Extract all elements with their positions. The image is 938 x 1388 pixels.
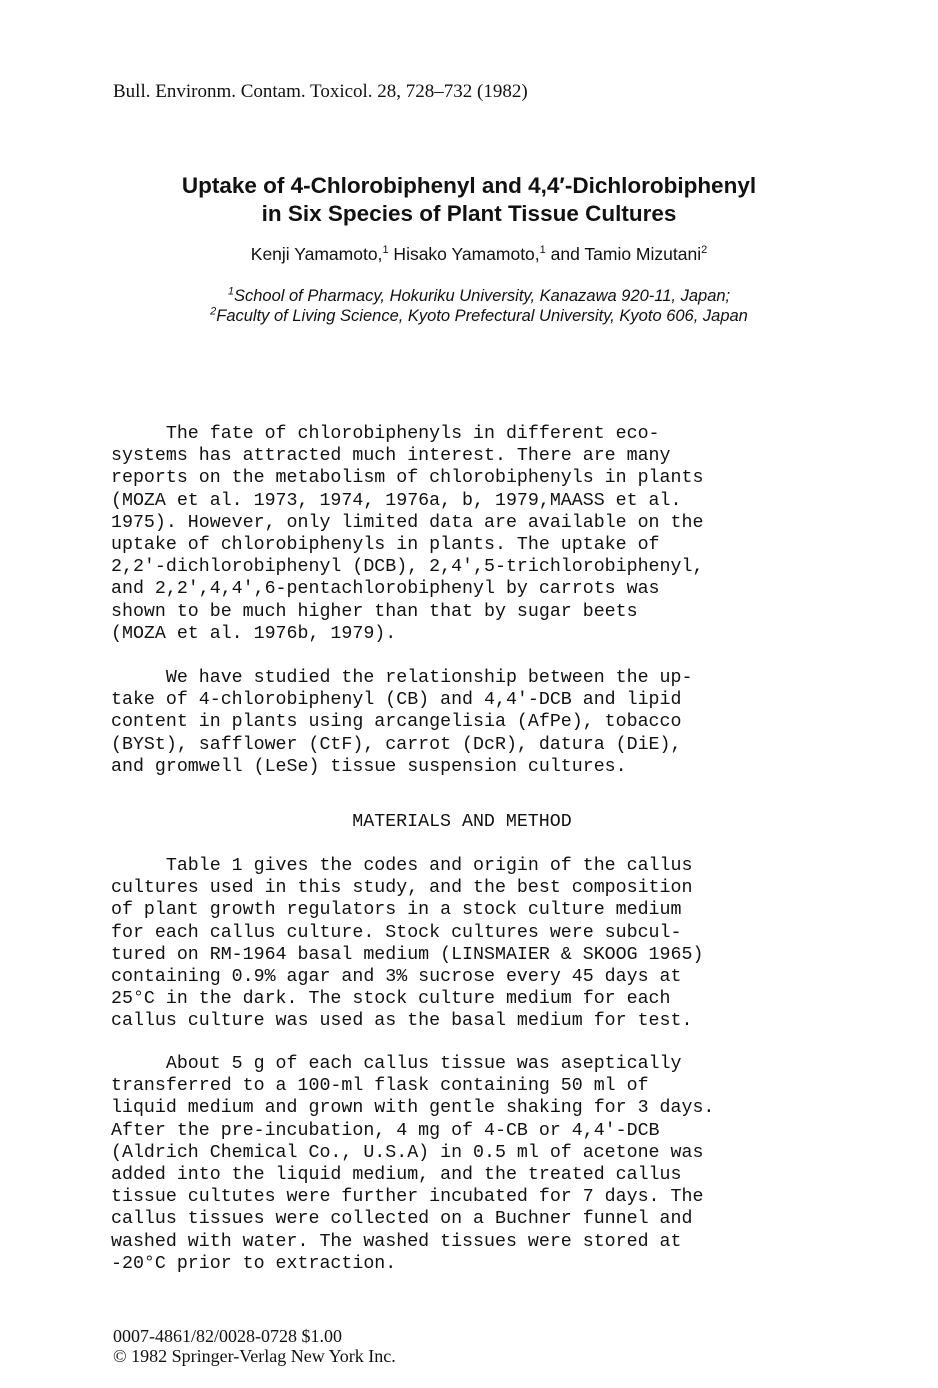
text-line: The fate of chlorobiphenyls in different eco- [111, 424, 660, 444]
text-line: added into the liquid medium, and the treated callus [111, 1165, 682, 1186]
page-footer [113, 1326, 396, 1366]
affiliation-2 [0, 306, 938, 326]
text-line: containing 0.9% agar and 3% sucrose every 45 days at [111, 967, 682, 988]
text-line: (BYSt), safflower (CtF), carrot (DcR), datura (DiE), [111, 734, 682, 755]
affiliations [0, 286, 938, 326]
text-line: Table 1 gives the codes and origin of the callus [111, 856, 693, 876]
text-line: (MOZA et al. 1973, 1974, 1976a, b, 1979,MAASS et al. [111, 490, 682, 511]
text-line: liquid medium and grown with gentle shaking for 3 days. [111, 1098, 715, 1119]
text-line: transferred to a 100-ml flask containing 50 ml of [111, 1076, 649, 1097]
text-line: After the pre-incubation, 4 mg of 4-CB or 4,4'-DCB [111, 1120, 660, 1141]
text-line: for each callus culture. Stock cultures were subcul- [111, 922, 682, 943]
text-line: 1975). However, only limited data are available on the [111, 512, 704, 533]
text-line: uptake of chlorobiphenyls in plants. The uptake of [111, 535, 660, 556]
author-3-affiliation-mark: 2 [701, 244, 708, 257]
text-line: callus tissues were collected on a Buchner funnel and [111, 1209, 693, 1230]
text-line: systems has attracted much interest. There are many [111, 446, 671, 467]
author-3: and Tamio Mizutani [545, 244, 702, 264]
author-1-affiliation-mark: 1 [382, 244, 389, 257]
text-line: (Aldrich Chemical Co., U.S.A) in 0.5 ml of acetone was [111, 1142, 704, 1163]
affiliation-2-text: Faculty of Living Science, Kyoto Prefectural University, Kyoto 606, Japan [216, 307, 748, 325]
text-line: shown to be much higher than that by sugar beets [111, 601, 638, 622]
section-heading: MATERIALS AND METHOD [352, 812, 572, 832]
text-line: tured on RM-1964 basal medium (LINSMAIER & SKOOG 1965) [111, 944, 704, 965]
affiliation-1 [0, 286, 938, 306]
affiliation-1-text: School of Pharmacy, Hokuriku University, Kanazawa 920-11, Japan; [233, 287, 731, 305]
title-line-1: Uptake of 4-Chlorobiphenyl and 4,4′-Dichlorobiphenyl [181, 173, 757, 198]
text-line: We have studied the relationship between the up- [111, 668, 693, 688]
author-2-affiliation-mark: 1 [539, 244, 546, 257]
text-line: of plant growth regulators in a stock culture medium [111, 900, 682, 921]
article-title [0, 172, 938, 228]
methods-paragraph-2 [111, 1053, 714, 1275]
methods-paragraph-1 [111, 855, 703, 1033]
affiliation-1-mark: 1 [227, 285, 234, 298]
text-line: 25°C in the dark. The stock culture medium for each [111, 989, 671, 1010]
journal-reference: Bull. Environm. Contam. Toxicol. 28, 728–732 (1982) [113, 81, 528, 102]
author-1: Kenji Yamamoto, [250, 244, 383, 264]
text-line: tissue cultutes were further incubated for 7 days. The [111, 1187, 704, 1208]
text-line: -20°C prior to extraction. [111, 1253, 397, 1274]
text-line: reports on the metabolism of chlorobiphenyls in plants [111, 468, 704, 489]
introduction-paragraph-1 [111, 423, 703, 645]
text-line: and 2,2',4,4',6-pentachlorobiphenyl by carrots was [111, 579, 660, 600]
author-2: Hisako Yamamoto, [388, 244, 540, 264]
text-line: (MOZA et al. 1976b, 1979). [111, 623, 397, 644]
copyright-notice: © 1982 Springer-Verlag New York Inc. [113, 1346, 396, 1366]
text-line: 2,2'-dichlorobiphenyl (DCB), 2,4',5-trichlorobiphenyl, [111, 557, 704, 578]
text-line: washed with water. The washed tissues were stored at [111, 1231, 682, 1252]
affiliation-2-mark: 2 [210, 305, 217, 318]
text-line: callus culture was used as the basal medium for test. [111, 1011, 693, 1032]
text-line: take of 4-chlorobiphenyl (CB) and 4,4'-DCB and lipid [111, 690, 682, 711]
article-code: 0007-4861/82/0028-0728 $1.00 [113, 1326, 342, 1346]
text-line: About 5 g of each callus tissue was aseptically [111, 1054, 682, 1074]
text-line: and gromwell (LeSe) tissue suspension cultures. [111, 756, 627, 777]
title-line-2: in Six Species of Plant Tissue Cultures [261, 201, 677, 226]
author-list [0, 244, 938, 265]
text-line: cultures used in this study, and the best composition [111, 878, 693, 899]
text-line: content in plants using arcangelisia (AfPe), tobacco [111, 712, 682, 733]
introduction-paragraph-2 [111, 667, 692, 778]
